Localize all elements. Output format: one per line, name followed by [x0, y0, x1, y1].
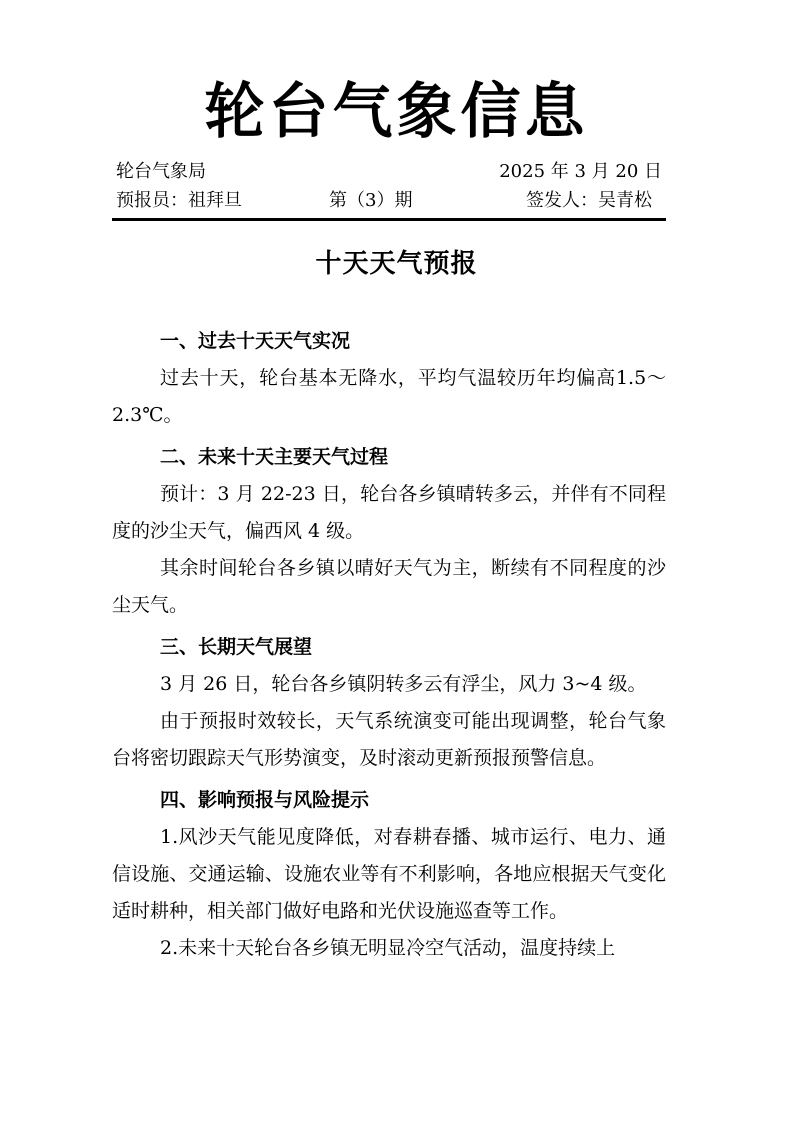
- paragraph: 3 月 26 日，轮台各乡镇阴转多云有浮尘，风力 3~4 级。: [160, 673, 647, 695]
- signer: 签发人：吴青松: [526, 190, 652, 211]
- header-rule: [112, 218, 666, 221]
- section-heading: 三、长期天气展望: [160, 636, 313, 658]
- paragraph: 过去十天，轮台基本无降水，平均气温较历年均偏高1.5～2.3℃。: [112, 367, 666, 426]
- section-heading: 二、未来十天主要天气过程: [160, 446, 389, 468]
- section-heading: 一、过去十天天气实况: [160, 330, 351, 352]
- issue-number: 第（3）期: [329, 190, 413, 211]
- section-3: [112, 629, 666, 777]
- section-2: [112, 439, 666, 624]
- paragraph: 1.风沙天气能见度降低，对春耕春播、城市运行、电力、通信设施、交通运输、设施农业等有不利影响，各地应根据天气变化适时耕种，相关部门做好电路和光伏设施巡查等工作。: [112, 826, 666, 922]
- issuer-name: 轮台气象局: [116, 161, 206, 182]
- document-body: [112, 323, 666, 967]
- document-title: 十天天气预报: [315, 249, 478, 279]
- section-1: [112, 323, 666, 434]
- section-4: [112, 782, 666, 967]
- issue-date: 2025 年 3 月 20 日: [499, 161, 662, 182]
- paragraph: 其余时间轮台各乡镇以晴好天气为主，断续有不同程度的沙尘天气。: [112, 557, 666, 616]
- masthead-title: 轮台气象信息: [204, 77, 589, 147]
- paragraph: 由于预报时效较长，天气系统演变可能出现调整，轮台气象台将密切跟踪天气形势演变，及时滚动更新预报预警信息。: [112, 710, 666, 769]
- paragraph: 2.未来十天轮台各乡镇无明显冷空气活动，温度持续上: [160, 937, 616, 959]
- section-heading: 四、影响预报与风险提示: [160, 789, 370, 811]
- forecaster: 预报员：祖拜旦: [116, 190, 242, 211]
- paragraph: 预计：3 月 22-23 日，轮台各乡镇晴转多云，并伴有不同程度的沙尘天气，偏西风 4 级。: [112, 483, 666, 542]
